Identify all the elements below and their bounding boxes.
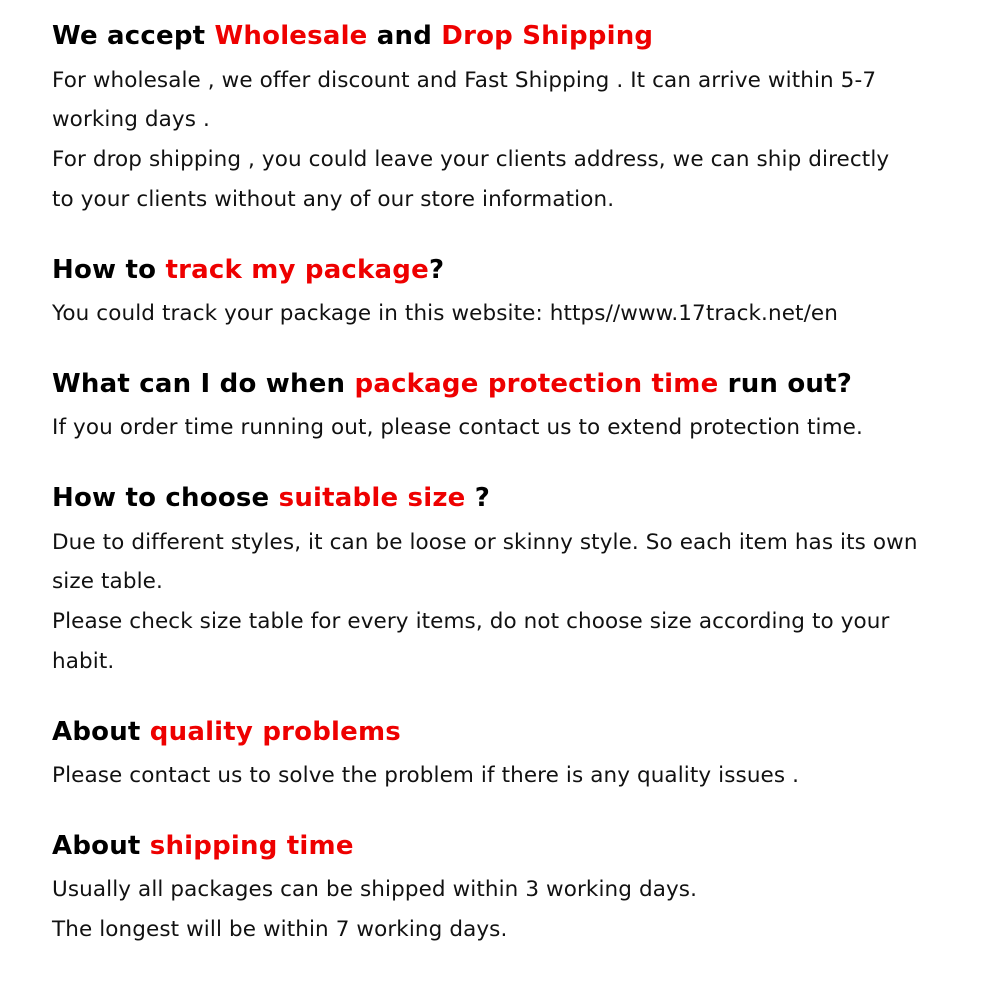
section-protection-time — [52, 368, 956, 448]
section-heading-wholesale — [52, 20, 956, 53]
body-line-tracking-url: You could track your package in this website: https//www.17track.net/en — [52, 301, 838, 327]
section-suitable-size — [52, 482, 956, 682]
body-line: to your clients without any of our store information. — [52, 186, 615, 212]
heading-text-highlight: suitable size — [278, 483, 466, 514]
body-line: Please check size table for every items, do not choose size according to your — [52, 609, 890, 635]
section-heading-suitable-size — [52, 482, 956, 515]
section-track-package — [52, 254, 956, 334]
heading-text-highlight: Wholesale — [214, 21, 368, 51]
heading-text-plain: What can I do when — [52, 368, 355, 399]
body-line: size table. — [52, 569, 163, 595]
heading-text-plain: How to — [52, 254, 166, 285]
heading-text-highlight: shipping time — [149, 830, 354, 861]
section-heading-track-package — [52, 254, 956, 287]
section-quality-problems — [52, 716, 956, 796]
heading-text-plain: ? — [465, 483, 491, 514]
heading-text-highlight: package protection time — [354, 368, 719, 399]
body-line: For wholesale , we offer discount and Fast Shipping . It can arrive within 5-7 — [52, 67, 877, 93]
heading-text-plain: and — [367, 21, 442, 51]
heading-text-plain: How to choose — [52, 483, 279, 514]
heading-text-highlight: quality problems — [149, 716, 401, 747]
heading-text-plain: run out? — [718, 368, 853, 399]
heading-text-plain: We accept — [52, 21, 215, 51]
heading-text-highlight: track my package — [165, 254, 429, 285]
body-line: If you order time running out, please contact us to extend protection time. — [52, 415, 863, 441]
heading-text-highlight: Drop Shipping — [441, 21, 654, 51]
body-line: Due to different styles, it can be loose or skinny style. So each item has its own — [52, 529, 918, 555]
body-line: Usually all packages can be shipped within 3 working days. — [52, 877, 698, 903]
section-heading-quality-problems — [52, 716, 956, 749]
heading-text-plain: ? — [428, 254, 445, 285]
heading-text-plain: About — [52, 716, 150, 747]
section-wholesale-drop-shipping — [52, 20, 956, 220]
body-line: For drop shipping , you could leave your clients address, we can ship directly — [52, 147, 890, 173]
section-heading-shipping-time — [52, 830, 956, 863]
body-line: The longest will be within 7 working days. — [52, 917, 508, 943]
body-line: habit. — [52, 648, 115, 674]
heading-text-plain: About — [52, 830, 150, 861]
body-line: Please contact us to solve the problem if there is any quality issues . — [52, 763, 800, 789]
body-line: working days . — [52, 107, 210, 133]
section-heading-protection-time — [52, 368, 956, 401]
section-shipping-time — [52, 830, 956, 950]
